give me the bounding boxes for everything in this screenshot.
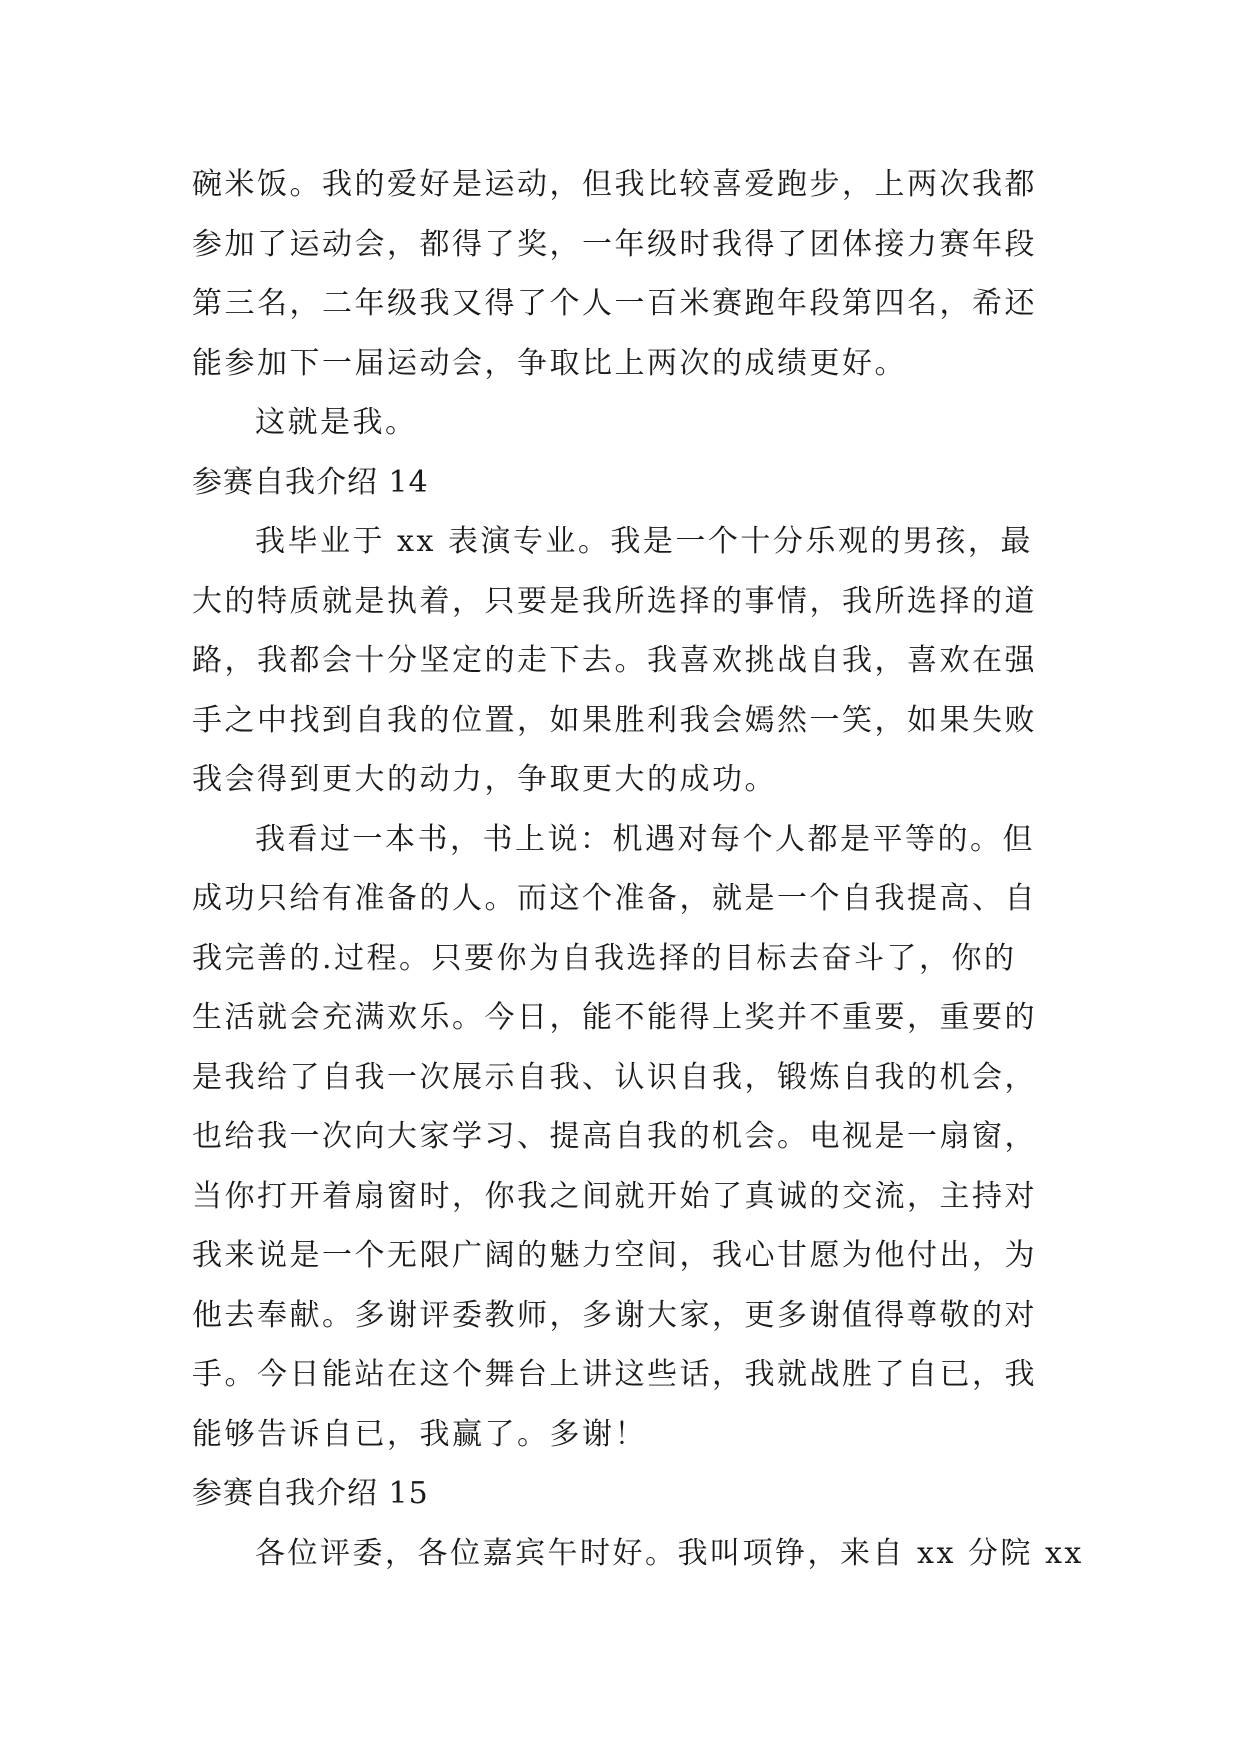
text-line: 当你打开着扇窗时，你我之间就开始了真诚的交流，主持对 <box>192 1178 1037 1214</box>
text-line: 我完善的.过程。只要你为自我选择的目标去奋斗了，你的 <box>192 940 1017 976</box>
text-line: 成功只给有准备的人。而这个准备，就是一个自我提高、自 <box>192 881 1037 916</box>
text-line: 手。今日能站在这个舞台上讲这些话，我就战胜了自已，我 <box>192 1357 1037 1392</box>
section-heading: 参赛自我介绍 14 <box>192 464 429 500</box>
text-line: 这就是我。 <box>255 405 418 440</box>
text-line: 碗米饭。我的爱好是运动，但我比较喜爱跑步，上两次我都 <box>192 167 1037 202</box>
document-body <box>192 155 1084 1583</box>
text-line: 第三名，二年级我又得了个人一百米赛跑年段第四名，希还 <box>192 286 1037 321</box>
text-line: 能参加下一届运动会，争取比上两次的成绩更好。 <box>192 345 907 381</box>
text-line: 我毕业于 xx 表演专业。我是一个十分乐观的男孩，最 <box>255 524 1033 559</box>
text-line: 各位评委，各位嘉宾午时好。我叫项铮，来自 xx 分院 xx <box>255 1535 1084 1571</box>
text-line: 能够告诉自已，我赢了。多谢！ <box>192 1416 647 1452</box>
text-line: 我看过一本书，书上说：机遇对每个人都是平等的。但 <box>255 821 1035 857</box>
text-line: 参加了运动会，都得了奖，一年级时我得了团体接力赛年段 <box>192 226 1037 262</box>
text-line: 大的特质就是执着，只要是我所选择的事情，我所选择的道 <box>192 583 1037 619</box>
text-line: 手之中找到自我的位置，如果胜利我会嫣然一笑，如果失败 <box>192 702 1037 738</box>
section-heading: 参赛自我介绍 15 <box>192 1476 429 1511</box>
text-line: 也给我一次向大家学习、提高自我的机会。电视是一扇窗， <box>192 1119 1037 1154</box>
text-line: 是我给了自我一次展示自我、认识自我，锻炼自我的机会， <box>192 1059 1037 1095</box>
text-line: 我会得到更大的动力，争取更大的成功。 <box>192 762 777 797</box>
text-line: 我来说是一个无限广阔的魅力空间，我心甘愿为他付出，为 <box>192 1238 1037 1273</box>
text-line: 他去奉献。多谢评委教师，多谢大家，更多谢值得尊敬的对 <box>192 1297 1037 1333</box>
text-line: 路，我都会十分坚定的走下去。我喜欢挑战自我，喜欢在强 <box>192 643 1037 678</box>
text-line: 生活就会充满欢乐。今日，能不能得上奖并不重要，重要的 <box>192 1000 1037 1035</box>
